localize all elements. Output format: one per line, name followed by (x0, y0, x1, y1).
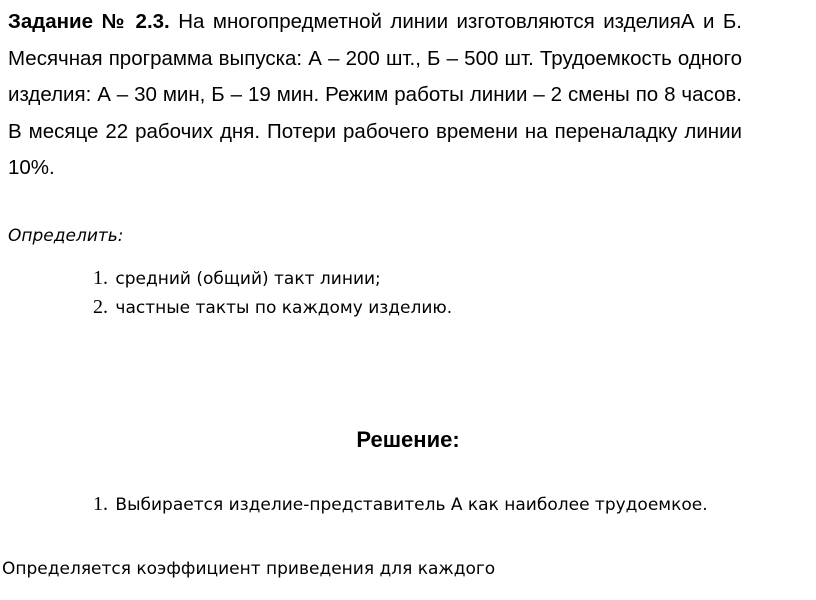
task-text: На многопредметной линии изготовляются изделияА и Б. Месячная программа выпуска: А – 200 шт., Б – 500 шт. Трудоемкость одного изделия: А – 30 мин, Б – 19 мин. Режим работы линии – 2 смены по 8 часов. В месяце 22 рабочих дня. Потери рабочего времени на переналадку линии 10%. (8, 10, 743, 179)
list-item-number: 1. (93, 493, 108, 515)
list-item-text: Выбирается изделие-представитель А как наиболее трудоемкое. (115, 495, 708, 515)
list-item-number: 2. (93, 296, 108, 318)
list-item-text: средний (общий) такт линии; (115, 269, 381, 289)
task-label: Задание № 2.3. (8, 10, 170, 33)
list-item (93, 490, 708, 519)
solution-title: Решение: (356, 427, 460, 452)
task-paragraph (8, 4, 742, 187)
list-item-number: 1. (93, 267, 108, 289)
define-heading: Определить: (8, 226, 124, 246)
solution-list (93, 490, 708, 519)
define-list (93, 264, 452, 322)
list-item-text: частные такты по каждому изделию. (115, 298, 453, 318)
list-item (93, 264, 452, 293)
solution-next-line: Определяется коэффициент приведения для каждого (2, 559, 496, 579)
list-item (93, 293, 452, 322)
